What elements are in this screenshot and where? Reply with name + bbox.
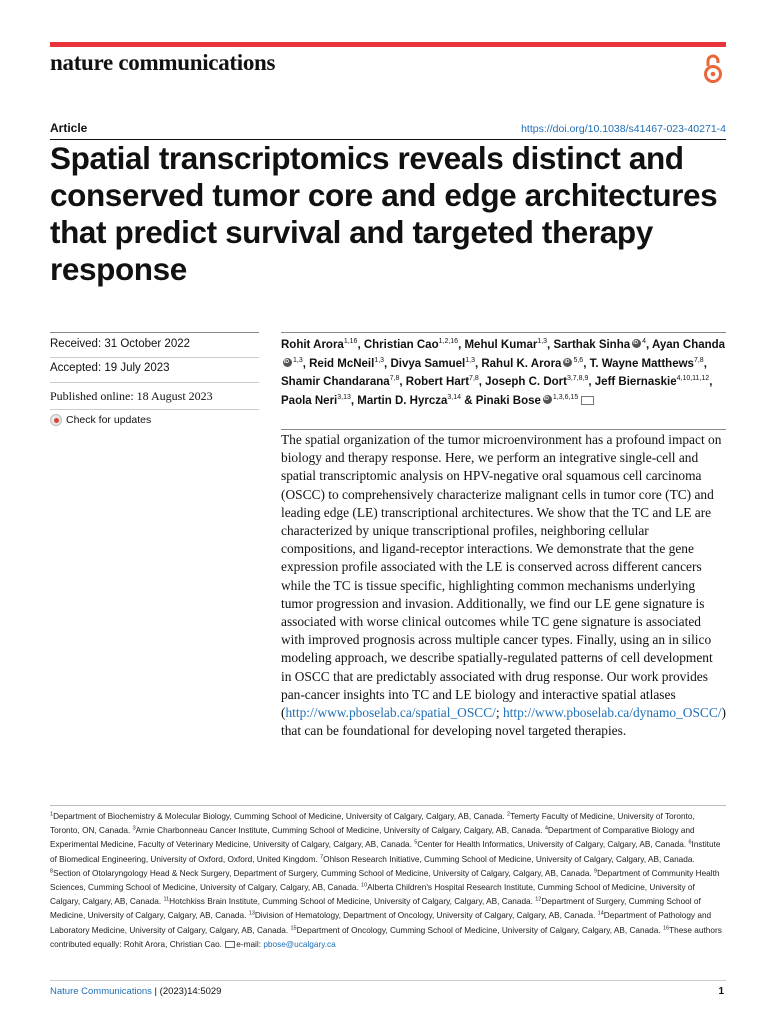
- author-list: Rohit Arora$^{1,16}$, Christian Cao$^{1,2,16}$, Mehul Kumar$^{1,3}$, Sarthak SinhaiD $^4$, Ayan ChandaiD$^{1,3}$, Reid McNeil$^{1,3}$, Divya Samuel$^{1,3}$, Rahul K. AroraiD $^{5,6}$, T. Wayne Matthews$^{7,8}$, Shamir Chandarana$^{7,8}$, Robert Hart$^{7,8}$, Joseph C. Dort$^{3,7,8,9}$, Jeff Biernaskie$^{4,10,11,12}$, Paola Neri$^{3,13}$, Martin D. Hyrcza$^{3,14}$ & Pinaki BoseiD $^{1,3,6,15}$: [281, 336, 726, 410]
- author-affiliation-number: 3,14: [447, 393, 461, 401]
- author-name: Martin D. Hyrcza: [357, 394, 448, 407]
- author-name: Pinaki Bose: [475, 394, 541, 407]
- author-affiliation-number: 1,3: [537, 338, 548, 346]
- article-type-label: Article: [50, 121, 88, 135]
- author-affiliation-number: 7,8: [389, 375, 400, 383]
- author-name: Jeff Biernaskie: [594, 376, 677, 389]
- affiliation-number: 1: [50, 811, 54, 818]
- author-affiliation-number: 1,2,16: [438, 338, 459, 346]
- author[interactable]: [364, 339, 458, 351]
- author-affiliation-number: 4: [642, 338, 647, 346]
- email-icon: [225, 941, 235, 948]
- author-affiliation-number: 1,3,6,15: [552, 393, 579, 401]
- accepted-date: Accepted: 19 July 2023: [50, 362, 170, 374]
- affiliation-number: 9: [594, 868, 598, 875]
- affiliation-text: Section of Otolaryngology Head & Neck Surgery, Department of Surgery, Cumming School of Medicine, University of Calgary, Calgary, AB, Canada.: [53, 868, 592, 878]
- affiliation-number: 5: [414, 839, 418, 846]
- author-name: Mehul Kumar: [464, 339, 538, 351]
- author[interactable]: [553, 339, 646, 351]
- author-name: Divya Samuel: [390, 357, 466, 370]
- author-name: Shamir Chandarana: [281, 376, 390, 389]
- author[interactable]: [309, 358, 384, 370]
- dynamo-atlas-link[interactable]: http://www.pboselab.ca/dynamo_OSCC/: [502, 705, 722, 721]
- author-name: Reid McNeil: [309, 357, 375, 370]
- abstract-divider: [281, 429, 726, 430]
- author-name: Rohit Arora: [281, 339, 344, 351]
- affiliation-number: 6: [688, 839, 692, 846]
- affiliation-number: 14: [597, 910, 604, 917]
- footer-divider: [50, 980, 726, 981]
- affiliation-number: 3: [132, 825, 136, 832]
- author-affiliation-number: 1,3: [374, 356, 385, 364]
- spatial-atlas-link[interactable]: http://www.pboselab.ca/spatial_OSCC/: [285, 705, 496, 721]
- author-name: T. Wayne Matthews: [589, 357, 694, 370]
- affiliation-number: 4: [544, 825, 548, 832]
- affiliation-text: Institute of Biomedical Engineering, University of Oxford, Oxford, United Kingdom.: [50, 840, 721, 864]
- article-title: Spatial transcriptomics reveals distinct and conserved tumor core and edge architectures that predict survival and targeted therapy response: [50, 140, 718, 287]
- orcid-icon[interactable]: [283, 358, 292, 367]
- author[interactable]: [281, 395, 351, 407]
- email-label: e-mail:: [236, 939, 264, 949]
- link-separator: ;: [495, 705, 503, 721]
- meta-divider: [50, 332, 259, 333]
- check-updates-label: Check for updates: [66, 414, 152, 426]
- affiliation-text: Alberta Children's Hospital Research Institute, Cumming School of Medicine, University of Calgary, Calgary, AB, Canada.: [50, 883, 695, 907]
- author[interactable]: [595, 376, 709, 388]
- affiliation-text: Department of Biochemistry & Molecular Biology, Cumming School of Medicine, University of Calgary, Calgary, AB, Canada.: [53, 812, 505, 821]
- author-name: Paola Neri: [281, 394, 338, 407]
- affiliation-number: 2: [507, 811, 511, 818]
- affiliation-number: 12: [535, 896, 542, 903]
- author-affiliation-number: 4,10,11,12: [676, 375, 710, 383]
- affiliation-text: Temerty Faculty of Medicine, University of Toronto, Toronto, ON, Canada.: [50, 812, 695, 836]
- affiliations-divider: [50, 805, 726, 806]
- author-affiliation-number: 7,8: [693, 356, 704, 364]
- affiliation-text: Department of Surgery, Cumming School of Medicine, University of Calgary, Calgary, AB, Canada.: [50, 897, 701, 921]
- author[interactable]: [390, 358, 475, 370]
- abstract: [281, 431, 726, 740]
- affiliation-text: Department of Comparative Biology and Experimental Medicine, Faculty of Veterinary Medicine, University of Calgary, Calgary, AB, Canada.: [50, 826, 695, 850]
- author[interactable]: [485, 376, 588, 388]
- published-date: Published online: 18 August 2023: [50, 389, 213, 403]
- meta-separator: [50, 382, 259, 383]
- affiliation-number: 10: [361, 882, 368, 889]
- footer-citation: [50, 986, 221, 997]
- footer-journal[interactable]: Nature Communications: [50, 986, 152, 997]
- check-for-updates-button[interactable]: [50, 414, 151, 426]
- affiliation-number: 15: [290, 924, 297, 931]
- affiliations: [50, 810, 726, 952]
- author-name: Ayan Chanda: [652, 339, 726, 351]
- affiliation-number: 16: [662, 924, 670, 931]
- author[interactable]: [590, 358, 704, 370]
- affiliation-number: 11: [163, 896, 170, 903]
- affiliation-text: Hotchkiss Brain Institute, Cumming School of Medicine, University of Calgary, Calgary, AB, Canada.: [169, 897, 533, 907]
- affiliation-text: Department of Oncology, Cumming School of Medicine, University of Calgary, Calgary, AB, Canada.: [296, 925, 661, 935]
- author[interactable]: [281, 339, 357, 351]
- author-affiliation-number: 3,7,8,9: [566, 375, 589, 383]
- email-icon[interactable]: [581, 396, 594, 405]
- author[interactable]: [281, 376, 399, 388]
- journal-name[interactable]: nature communications: [50, 50, 276, 75]
- abstract-tail: ) that can be foundational for developing novel targeted therapies.: [281, 705, 726, 739]
- header-accent-bar: [50, 42, 726, 47]
- author-affiliation-number: 7,8: [469, 375, 479, 383]
- affiliation-text: Ohlson Research Initiative, Cumming School of Medicine, University of Calgary, Calgary, AB, Canada.: [323, 854, 695, 864]
- author-affiliation-number: 1,3: [465, 356, 475, 364]
- affiliation-text: Center for Health Informatics, University of Calgary, Calgary, AB, Canada.: [417, 840, 687, 850]
- doi-link[interactable]: https://doi.org/10.1038/s41467-023-40271-4: [521, 123, 726, 135]
- author[interactable]: [481, 358, 583, 370]
- author-name: Rahul K. Arora: [481, 357, 562, 370]
- orcid-icon[interactable]: [632, 339, 641, 348]
- author[interactable]: [357, 395, 461, 407]
- author-affiliation-number: 1,3: [293, 356, 303, 364]
- affiliation-text: Department of Community Health Sciences, Cumming School of Medicine, University of Calgary, Calgary, AB, Canada.: [50, 868, 720, 893]
- open-access-icon[interactable]: [700, 52, 726, 84]
- meta-separator: [50, 409, 259, 410]
- author[interactable]: [464, 339, 547, 351]
- author[interactable]: [406, 376, 479, 388]
- author-name: Joseph C. Dort: [485, 376, 567, 389]
- abstract-text: The spatial organization of the tumor microenvironment has a profound impact on biology and therapy response. Here, we perform an integrative single-cell and spatial transcriptomic analysis on HPV-negative oral squamous cell carcinoma (OSCC) to comprehensively characterize malignant cells in tumor core (TC) and leading edge (LE) transcriptional architectures. We show that the TC and LE are characterized by unique transcriptional profiles, neighboring cellular compositions, and ligand-receptor interactions. We demonstrate that the gene expression profile associated with the LE is conserved across different cancers while the TC is tissue specific, highlighting common mechanisms underlying tumor progression and invasion. Additionally, we find our LE gene signature is associated with worse clinical outcomes while TC gene signature is associated with improved prognosis across multiple cancer types. Finally, using an in silico modeling approach, we describe spatially-regulated patterns of cell development in OSCC that are predictably associated with drug response. Our work provides pan-cancer insights into TC and LE biology and interactive spatial atlases (: [281, 432, 722, 721]
- corresponding-email-link[interactable]: pbose@ucalgary.ca: [263, 939, 336, 949]
- author-affiliation-number: 5,6: [573, 356, 584, 364]
- affiliation-number: 7: [320, 853, 324, 860]
- affiliation-text: Arnie Charbonneau Cancer Institute, Cumming School of Medicine, University of Calgary, Calgary, AB, Canada.: [135, 826, 543, 836]
- author-affiliation-number: 1,16: [343, 338, 358, 346]
- author-name: Robert Hart: [405, 376, 470, 389]
- orcid-icon[interactable]: [563, 358, 572, 367]
- authors-divider: [281, 332, 726, 333]
- author-name: Christian Cao: [363, 339, 439, 351]
- author[interactable]: [476, 395, 595, 407]
- footer-citation-text: | (2023)14:5029: [151, 986, 222, 997]
- received-date: Received: 31 October 2022: [50, 338, 191, 350]
- page-number: 1: [718, 986, 724, 997]
- affiliation-text: Department of Pathology and Laboratory Medicine, University of Calgary, Calgary, AB, Canada.: [50, 911, 712, 935]
- orcid-icon[interactable]: [543, 395, 552, 404]
- author-affiliation-number: 3,13: [337, 393, 351, 401]
- affiliation-number: 13: [248, 910, 255, 917]
- crossmark-icon: [50, 414, 62, 426]
- affiliation-text: Division of Hematology, Department of Oncology, University of Calgary, Calgary, AB, Canada.: [254, 911, 596, 921]
- meta-separator: [50, 357, 259, 358]
- author-name: Sarthak Sinha: [553, 339, 631, 351]
- affiliation-text: These authors contributed equally: Rohit Arora, Christian Cao.: [50, 925, 722, 949]
- affiliation-number: 8: [50, 868, 54, 875]
